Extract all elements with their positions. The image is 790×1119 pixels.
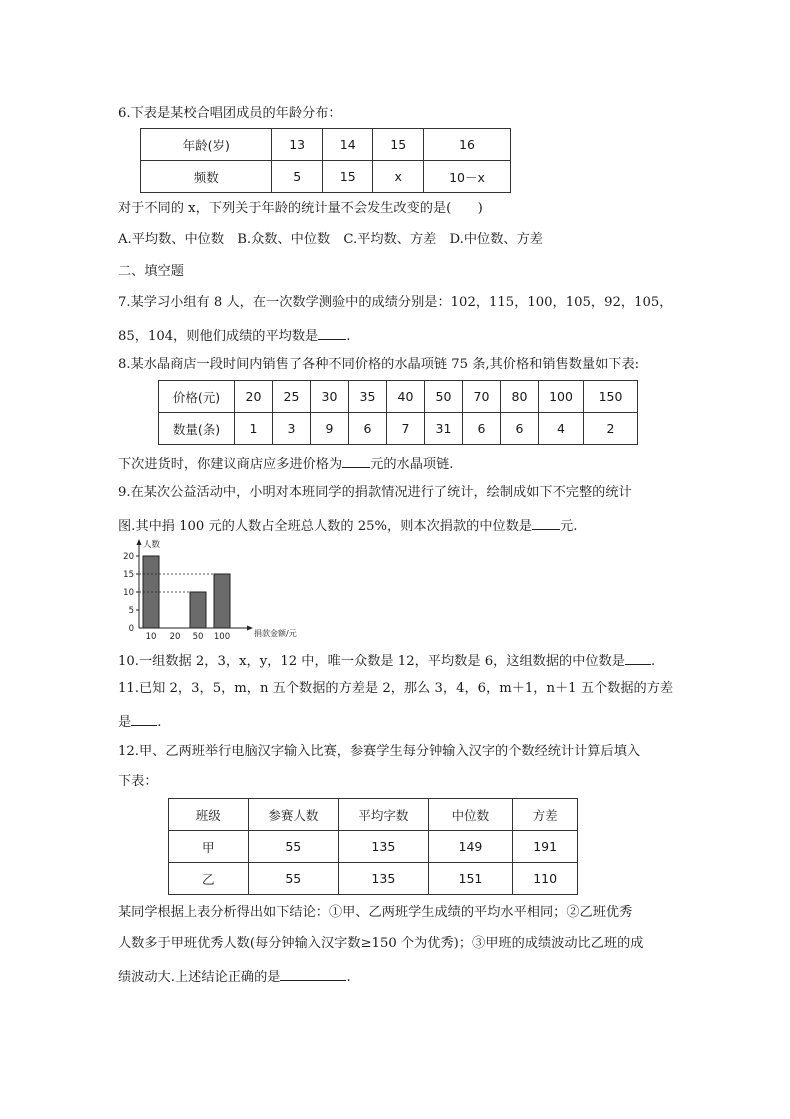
q10-end: . (650, 654, 656, 669)
q7-end: . (346, 329, 351, 344)
table-cell: 135 (339, 831, 429, 863)
x-tick-label: 10 (145, 632, 157, 642)
answer-blank[interactable] (280, 966, 346, 981)
table-cell: 35 (349, 381, 387, 413)
table-cell: 6 (463, 413, 501, 445)
table-cell: 4 (539, 413, 584, 445)
table-cell: 70 (463, 381, 501, 413)
q8-line1: 8.某水晶商店一段时间内销售了各种不同价格的水晶项链 75 条,其价格和销售数量如下表: (118, 357, 640, 372)
table-cell: 15 (373, 129, 424, 161)
table-cell: 年龄(岁) (141, 129, 272, 161)
q11-text: 是 (118, 715, 132, 730)
answer-blank[interactable] (318, 325, 346, 340)
q8-end: 元的水晶项链. (370, 457, 454, 472)
table-cell: 甲 (169, 831, 249, 863)
table-row (169, 831, 578, 863)
table-cell: 30 (311, 381, 349, 413)
y-tick-label: 0 (128, 624, 134, 634)
q7-text: 85，104，则他们成绩的平均数是 (118, 329, 319, 344)
bar-100 (214, 574, 230, 628)
table-cell: 25 (273, 381, 311, 413)
answer-blank[interactable] (131, 711, 157, 726)
table-cell: 5 (272, 161, 323, 193)
table-cell: 31 (425, 413, 463, 445)
answer-blank[interactable] (342, 453, 370, 468)
table-cell: 价格(元) (159, 381, 235, 413)
table-header-cell: 平均字数 (339, 799, 429, 831)
y-tick-label: 20 (123, 552, 134, 562)
table-cell: x (373, 161, 424, 193)
bar-50 (190, 592, 206, 628)
table-cell: 149 (428, 831, 513, 863)
table-cell: 40 (387, 381, 425, 413)
table-cell: 3 (273, 413, 311, 445)
table-cell: 6 (349, 413, 387, 445)
table-cell: 151 (428, 863, 513, 895)
table-cell: 9 (311, 413, 349, 445)
q12-after3 (118, 966, 351, 987)
table-cell: 6 (501, 413, 539, 445)
x-tick-label: 20 (169, 632, 181, 642)
x-tick-label: 100 (213, 632, 231, 642)
table-cell: 1 (235, 413, 273, 445)
q12-line1: 12.甲、乙两班举行电脑汉字输入比赛，参赛学生每分钟输入汉字的个数经统计计算后填入 (118, 744, 641, 759)
y-axis-label: 人数 (143, 540, 161, 550)
q8-price-table (158, 380, 638, 445)
table-cell: 乙 (169, 863, 249, 895)
q11-end: . (157, 715, 162, 730)
table-cell: 10－x (423, 161, 510, 193)
x-tick-label: 50 (192, 632, 204, 642)
q6-stem: 6.下表是某校合唱团成员的年龄分布： (118, 106, 342, 121)
table-cell: 55 (248, 831, 339, 863)
q12-results-table (168, 798, 578, 895)
table-cell: 2 (584, 413, 638, 445)
q10-line1 (118, 650, 655, 671)
table-cell: 191 (513, 831, 578, 863)
donation-bar-chart (112, 538, 297, 644)
table-cell: 50 (425, 381, 463, 413)
table-cell: 20 (235, 381, 273, 413)
y-axis-arrow (137, 539, 142, 545)
answer-blank[interactable] (625, 650, 651, 665)
x-axis-arrow (247, 626, 253, 631)
answer-blank[interactable] (532, 515, 560, 530)
table-cell: 110 (513, 863, 578, 895)
table-cell: 55 (248, 863, 339, 895)
q12-after1: 某同学根据上表分析得出如下结论：①甲、乙两班学生成绩的平均水平相同；②乙班优秀 (118, 905, 633, 920)
table-cell: 7 (387, 413, 425, 445)
section-heading: 二、填空题 (118, 264, 184, 279)
q9-line1: 9.在某次公益活动中，小明对本班同学的捐款情况进行了统计，绘制成如下不完整的统计 (118, 485, 632, 500)
x-axis-label: 捐款金额/元 (254, 629, 297, 638)
q9-text: 图.其中捐 100 元的人数占全班总人数的 25%，则本次捐款的中位数是 (118, 519, 533, 534)
table-cell: 150 (584, 381, 638, 413)
q7-line2 (118, 325, 350, 346)
q9-end: 元. (560, 519, 578, 534)
q12-line2: 下表： (118, 774, 158, 789)
q9-line2 (118, 515, 578, 536)
y-tick-label: 10 (123, 588, 134, 598)
q6-question: 对于不同的 x，下列关于年龄的统计量不会发生改变的是( ) (118, 201, 483, 216)
y-tick-label: 15 (123, 570, 134, 580)
table-header-cell: 班级 (169, 799, 249, 831)
q12-after2: 人数多于甲班优秀人数(每分钟输入汉字数≥150 个为优秀)；③甲班的成绩波动比乙班的成 (118, 936, 644, 951)
table-cell: 16 (423, 129, 510, 161)
q6-options: A.平均数、中位数 B.众数、中位数 C.平均数、方差 D.中位数、方差 (118, 232, 543, 247)
q11-line1: 11.已知 2，3，5，m，n 五个数据的方差是 2，那么 3，4，6，m＋1，n＋1 五个数据的方差 (118, 681, 674, 696)
q6-age-table (140, 128, 511, 193)
table-cell: 数量(条) (159, 413, 235, 445)
table-cell: 135 (339, 863, 429, 895)
table-cell: 14 (322, 129, 373, 161)
table-cell: 频数 (141, 161, 272, 193)
table-cell: 80 (501, 381, 539, 413)
q12-end: . (346, 970, 351, 985)
table-cell: 100 (539, 381, 584, 413)
y-tick-label: 5 (128, 606, 134, 616)
table-cell: 13 (272, 129, 323, 161)
table-cell: 15 (322, 161, 373, 193)
q10-text: 10.一组数据 2，3，x，y，12 中，唯一众数是 12，平均数是 6，这组数据的中位数是 (118, 654, 625, 669)
table-row (169, 863, 578, 895)
table-header-cell: 中位数 (428, 799, 513, 831)
q8-line2 (118, 453, 454, 474)
q7-line1: 7.某学习小组有 8 人，在一次数学测验中的成绩分别是：102，115，100，105，92，105， (118, 295, 673, 310)
q8-text: 下次进货时，你建议商店应多进价格为 (118, 457, 343, 472)
q11-line2 (118, 711, 161, 732)
table-header-cell: 参赛人数 (248, 799, 339, 831)
table-header-cell: 方差 (513, 799, 578, 831)
q12-text: 绩波动大.上述结论正确的是 (118, 970, 281, 985)
